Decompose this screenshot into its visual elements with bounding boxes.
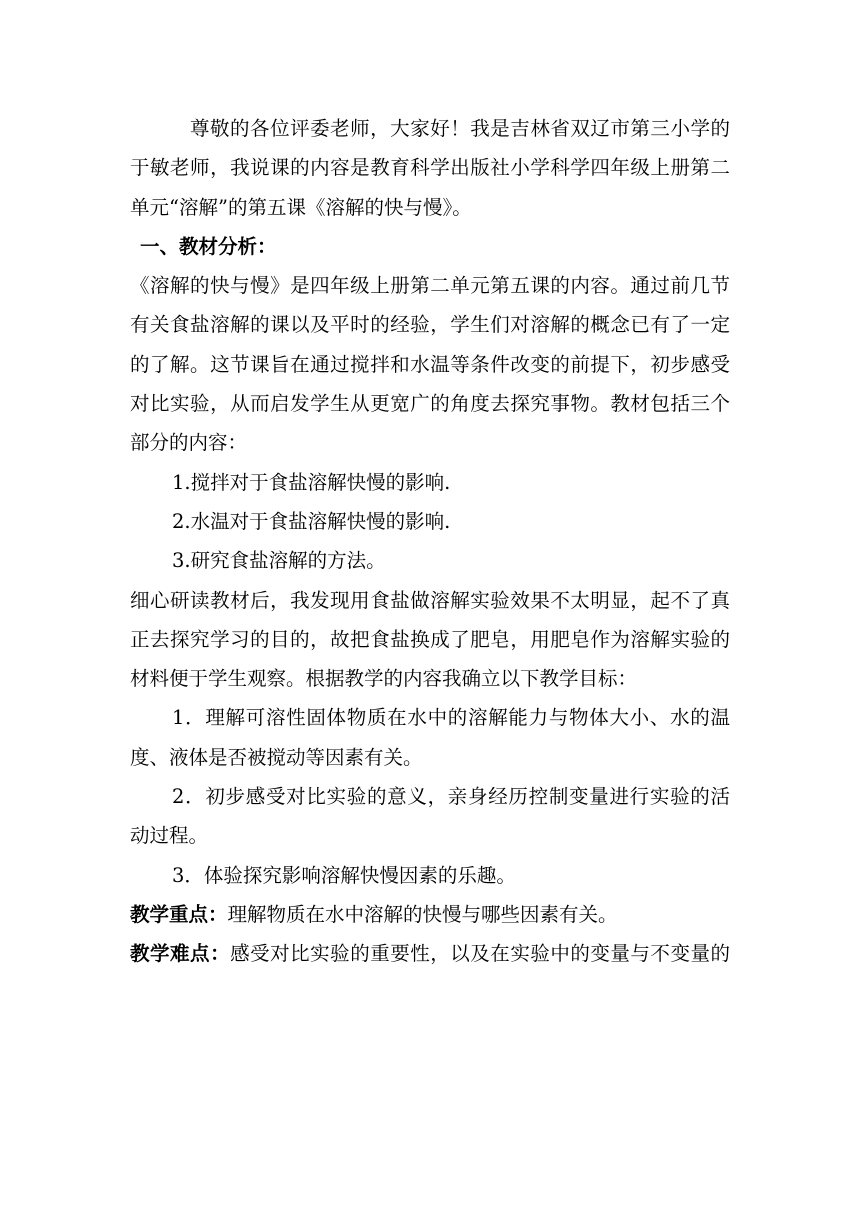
difficult-point [130,934,730,973]
goal-line: 3．体验探究影响溶解快慢因素的乐趣。 [172,863,516,887]
content-item: 2.水温对于食盐溶解快慢的影响. [172,509,451,533]
intro-line: 于敏老师，我说课的内容是教育科学出版社小学科学四年级上册第二 [130,156,730,180]
difficult-point-label: 教学难点： [130,942,231,966]
key-point-text: 理解物质在水中溶解的快慢与哪些因素有关。 [227,902,618,926]
goal-line: 度、液体是否被搅动等因素有关。 [130,745,423,769]
content-item: 3.研究食盐溶解的方法。 [172,549,386,573]
section-heading: 一、教材分析： [140,234,277,258]
analysis-line: 的了解。这节课旨在通过搅拌和水温等条件改变的前提下，初步感受 [130,352,730,376]
analysis-line: 部分的内容： [130,431,248,455]
difficult-point-text: 感受对比实验的重要性，以及在实验中的变量与不变量的 [230,942,730,966]
analysis-line: 对比实验，从而启发学生从更宽广的角度去探究事物。教材包括三个 [130,392,730,416]
goal-line: 动过程。 [130,824,209,848]
analysis-line: 《溶解的快与慢》是四年级上册第二单元第五课的内容。通过前几节 [130,274,730,298]
document-body [130,109,730,974]
goal-line: 1．理解可溶性固体物质在水中的溶解能力与物体大小、水的温 [172,706,730,730]
key-point-label: 教学重点： [130,902,228,926]
reflection-line: 材料便于学生观察。根据教学的内容我确立以下教学目标： [130,667,638,691]
reflection-line: 正去探究学习的目的，故把食盐换成了肥皂，用肥皂作为溶解实验的 [130,627,730,651]
analysis-line: 有关食盐溶解的课以及平时的经验，学生们对溶解的概念已有了一定 [130,313,730,337]
intro-line: 尊敬的各位评委老师，大家好！我是吉林省双辽市第三小学的 [190,117,730,140]
content-item: 1.搅拌对于食盐溶解快慢的影响. [172,470,451,494]
reflection-line: 细心研读教材后，我发现用食盐做溶解实验效果不太明显，起不了真 [130,588,730,612]
key-point [130,895,730,934]
intro-line: 单元“溶解”的第五课《溶解的快与慢》。 [130,195,472,219]
goal-line: 2．初步感受对比实验的意义，亲身经历控制变量进行实验的活 [172,785,730,809]
